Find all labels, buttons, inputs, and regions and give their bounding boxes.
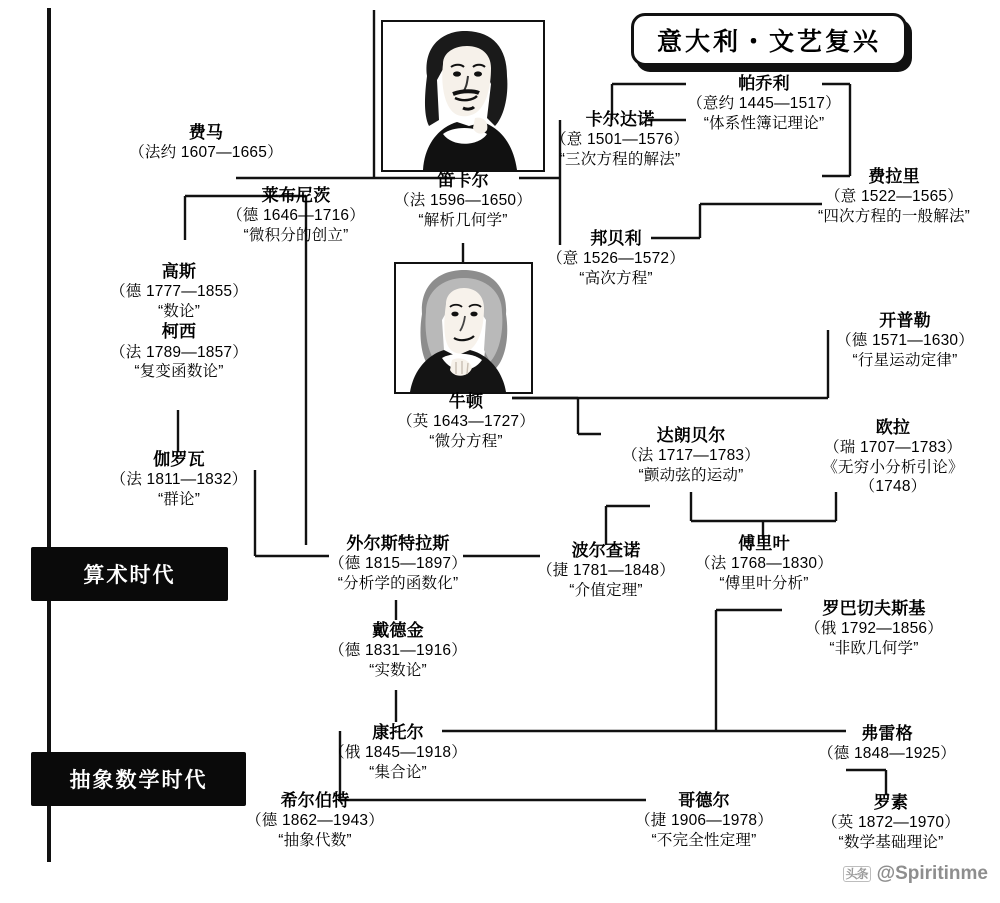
node-bombelli-line3: “高次方程” — [579, 269, 653, 287]
node-russell-line2: （英 1872—1970） — [822, 814, 960, 832]
node-dalembert-line2: （法 1717—1783） — [622, 447, 760, 465]
node-cauchy-name: 柯西 — [161, 322, 197, 342]
descartes-portrait-art — [383, 22, 543, 170]
node-galois-line2: （法 1811—1832） — [110, 471, 248, 489]
node-pacioli-line2: （意约 1445—1517） — [687, 95, 841, 113]
node-descartes-name: 笛卡尔 — [437, 171, 489, 190]
newton-portrait — [394, 262, 533, 394]
node-descartes-line3: “解析几何学” — [418, 211, 508, 229]
node-bolzano-name: 波尔查诺 — [571, 541, 641, 560]
node-newton-name: 牛顿 — [448, 392, 484, 411]
node-godel-line3: “不完全性定理” — [651, 831, 757, 849]
node-gauss-line3: “数论” — [157, 302, 201, 320]
node-bombelli — [528, 228, 704, 288]
node-newton — [382, 391, 550, 451]
title-badge-italy-renaissance — [631, 13, 907, 66]
node-pacioli-name: 帕乔利 — [738, 74, 790, 93]
node-lobachevsky-line3: “非欧几何学” — [829, 639, 919, 657]
node-cantor-line2: （俄 1845—1918） — [329, 744, 467, 762]
node-hilbert-name: 希尔伯特 — [280, 791, 350, 810]
node-lobachevsky-line2: （俄 1792—1856） — [805, 620, 943, 638]
node-galois — [86, 449, 272, 509]
node-ferrari-line2: （意 1522—1565） — [825, 188, 963, 206]
node-russell-name: 罗素 — [873, 793, 909, 812]
node-cauchy-line2: （法 1789—1857） — [110, 343, 248, 361]
node-bolzano-line2: （捷 1781—1848） — [537, 562, 675, 580]
node-dalembert-name: 达朗贝尔 — [656, 426, 726, 445]
node-godel — [614, 790, 794, 850]
era-badge-label: 抽象数学时代 — [69, 769, 208, 792]
era-badge-arithmetic — [31, 547, 228, 601]
node-kepler-line2: （德 1571—1630） — [836, 332, 974, 350]
node-cauchy-line3: “复变函数论” — [134, 363, 224, 381]
node-fourier-line2: （法 1768—1830） — [695, 555, 833, 573]
node-dalembert-line3: “颤动弦的运动” — [638, 466, 744, 484]
watermark-text: @Spiritinme — [876, 863, 988, 884]
node-cantor-name: 康托尔 — [372, 723, 424, 742]
node-cantor-line3: “集合论” — [369, 763, 427, 781]
node-kepler-name: 开普勒 — [879, 311, 931, 330]
node-weierstrass — [300, 533, 496, 593]
node-lobachevsky — [768, 598, 980, 658]
era-badge-label: 算术时代 — [83, 564, 176, 587]
node-gauss-cauchy — [86, 261, 272, 382]
node-frege-line2: （德 1848—1925） — [818, 745, 956, 763]
node-ferrari — [790, 166, 998, 226]
node-dedekind-line3: “实数论” — [369, 661, 427, 679]
node-bombelli-line2: （意 1526—1572） — [547, 250, 685, 268]
node-galois-name: 伽罗瓦 — [153, 450, 205, 469]
node-dedekind-name: 戴德金 — [372, 621, 424, 640]
node-newton-line3: “微分方程” — [429, 432, 503, 450]
era-badge-abstract-math — [31, 752, 246, 806]
watermark-logo: 头条 — [843, 866, 871, 882]
node-dalembert — [600, 425, 782, 485]
node-euler-line3: 《无穷小分析引论》 — [822, 458, 964, 476]
node-hilbert-line2: （德 1862—1943） — [246, 812, 384, 830]
node-dedekind — [310, 620, 486, 680]
node-ferrari-name: 费拉里 — [868, 167, 920, 186]
node-fermat — [116, 122, 296, 163]
node-descartes-line2: （法 1596—1650） — [394, 192, 532, 210]
node-bolzano-line3: “介值定理” — [569, 581, 643, 599]
node-kepler — [812, 310, 998, 370]
node-bombelli-name: 邦贝利 — [590, 229, 642, 248]
node-ferrari-line3: “四次方程的一般解法” — [817, 207, 971, 225]
node-frege — [792, 723, 982, 764]
node-cardano-line2: （意 1501—1576） — [551, 131, 689, 149]
watermark — [843, 863, 988, 885]
node-frege-name: 弗雷格 — [861, 724, 913, 743]
node-cantor — [308, 722, 488, 782]
node-kepler-line3: “行星运动定律” — [852, 351, 958, 369]
node-fourier — [676, 533, 852, 593]
node-euler-line4: （1748） — [859, 478, 927, 496]
node-fourier-name: 傅里叶 — [738, 534, 790, 553]
node-leibniz — [196, 185, 396, 245]
node-leibniz-line3: “微积分的创立” — [243, 226, 349, 244]
node-hilbert-line3: “抽象代数” — [278, 831, 352, 849]
node-gauss-line2: （德 1777—1855） — [110, 283, 248, 301]
node-cardano-line3: “三次方程的解法” — [559, 150, 681, 168]
node-pacioli-line3: “体系性簿记理论” — [703, 114, 825, 132]
node-cardano-name: 卡尔达诺 — [585, 110, 655, 129]
title-badge-label: 意大利・文艺复兴 — [656, 27, 881, 56]
node-russell — [796, 792, 986, 852]
node-leibniz-line2: （德 1646—1716） — [227, 207, 365, 225]
node-fermat-line2: （法约 1607—1665） — [129, 144, 283, 162]
node-pacioli — [668, 73, 860, 133]
node-euler — [790, 417, 996, 497]
node-weierstrass-name: 外尔斯特拉斯 — [346, 534, 450, 553]
node-weierstrass-line2: （德 1815—1897） — [329, 555, 467, 573]
node-fourier-line3: “傅里叶分析” — [719, 574, 809, 592]
node-euler-name: 欧拉 — [875, 418, 911, 437]
node-bolzano — [522, 540, 690, 600]
newton-portrait-art — [396, 264, 531, 392]
node-euler-line2: （瑞 1707—1783） — [824, 439, 962, 457]
node-gauss-name: 高斯 — [161, 262, 197, 281]
node-dedekind-line2: （德 1831—1916） — [329, 642, 467, 660]
node-godel-name: 哥德尔 — [678, 791, 730, 810]
node-descartes — [375, 170, 551, 230]
node-galois-line3: “群论” — [157, 490, 201, 508]
node-leibniz-name: 莱布尼茨 — [261, 186, 331, 205]
node-godel-line2: （捷 1906—1978） — [635, 812, 773, 830]
node-weierstrass-line3: “分析学的函数化” — [337, 574, 459, 592]
node-russell-line3: “数学基础理论” — [838, 833, 944, 851]
node-lobachevsky-name: 罗巴切夫斯基 — [822, 599, 926, 618]
node-newton-line2: （英 1643—1727） — [397, 413, 535, 431]
node-hilbert — [222, 790, 408, 850]
node-fermat-name: 费马 — [188, 123, 224, 142]
